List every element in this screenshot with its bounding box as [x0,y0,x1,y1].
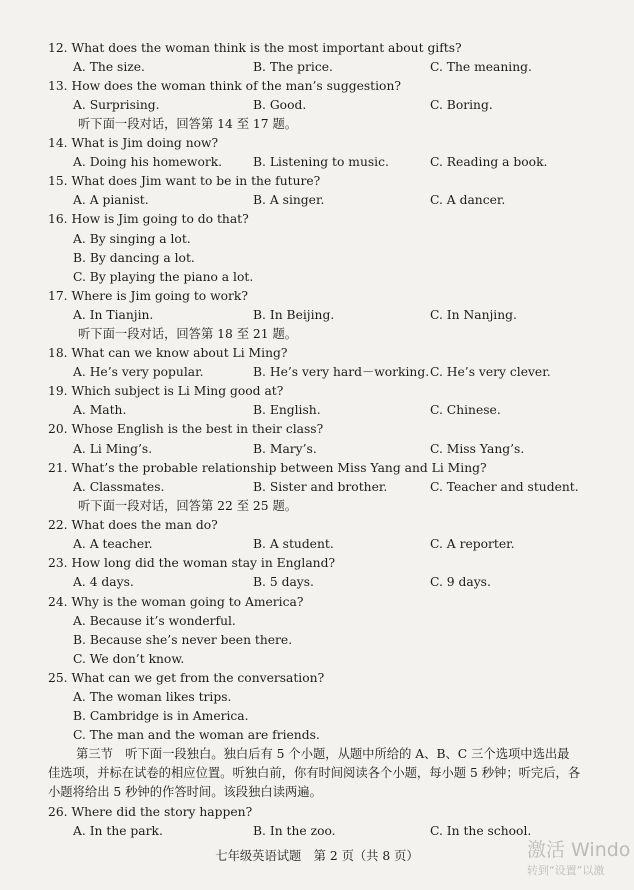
windows-activation-watermark-sub: 转到“设置”以激 [527,864,605,877]
section-3-line-1: 第三节 听下面一段独白。独白后有 5 个小题，从题中所给的 A、B、C 三个选项中选出最 [76,747,570,761]
option-c: C. He’s very clever. [430,365,551,379]
option-c: C. Teacher and student. [430,480,579,494]
option-b: B. Because she’s never been there. [73,633,293,647]
option-b: B. Mary’s. [253,442,317,456]
option-c: C. 9 days. [430,575,491,589]
question-16: 16. How is Jim going to do that? [48,212,249,226]
windows-activation-watermark: 激活 Windo [527,839,631,861]
section-instruction-14-17: 听下面一段对话，回答第 14 至 17 题。 [78,117,298,131]
option-b: B. Listening to music. [253,155,389,169]
question-13: 13. How does the woman think of the man’s suggestion? [48,79,401,93]
option-b: B. He’s very hard－working. [253,365,430,379]
option-c: C. Reading a book. [430,155,548,169]
option-b: B. Sister and brother. [253,480,388,494]
question-14: 14. What is Jim doing now? [48,136,219,150]
option-a: A. A teacher. [73,537,153,551]
option-b: B. In the zoo. [253,824,336,838]
option-c: C. Boring. [430,98,493,112]
section-instruction-22-25: 听下面一段对话，回答第 22 至 25 题。 [78,499,298,513]
question-20: 20. Whose English is the best in their class? [48,422,324,436]
option-c: C. By playing the piano a lot. [73,270,254,284]
option-a: A. Math. [73,403,127,417]
option-a: A. In the park. [73,824,163,838]
question-18: 18. What can we know about Li Ming? [48,346,288,360]
option-c: C. Miss Yang’s. [430,442,525,456]
option-c: C. A dancer. [430,193,506,207]
option-b: B. Good. [253,98,307,112]
question-19: 19. Which subject is Li Ming good at? [48,384,284,398]
option-a: A. A pianist. [73,193,149,207]
option-a: A. The woman likes trips. [73,690,232,704]
section-3-instructions [48,745,608,802]
option-c: C. The man and the woman are friends. [73,728,320,742]
option-a: A. Surprising. [73,98,160,112]
question-25: 25. What can we get from the conversation? [48,671,325,685]
option-c: C. In the school. [430,824,532,838]
option-b: B. By dancing a lot. [73,251,195,265]
option-c: C. We don’t know. [73,652,185,666]
option-a: A. By singing a lot. [73,232,191,246]
page-footer: 七年级英语试题 第 2 页（共 8 页） [215,849,419,863]
question-23: 23. How long did the woman stay in England? [48,556,336,570]
question-26: 26. Where did the story happen? [48,805,253,819]
option-a: A. Classmates. [73,480,165,494]
option-a: A. Li Ming’s. [73,442,153,456]
question-12: 12. What does the woman think is the most important about gifts? [48,41,462,55]
option-a: A. The size. [73,60,145,74]
option-c: C. A reporter. [430,537,515,551]
option-a: A. In Tianjin. [73,308,154,322]
option-b: B. The price. [253,60,333,74]
section-3-line-2: 佳选项，并标在试卷的相应位置。听独白前，你有时间阅读各个小题，每小题 5 秒钟；听完后，各 [48,766,581,780]
option-a: A. He’s very popular. [73,365,204,379]
question-24: 24. Why is the woman going to America? [48,595,304,609]
question-17: 17. Where is Jim going to work? [48,289,248,303]
option-b: B. A student. [253,537,334,551]
section-3-line-3: 小题将给出 5 秒钟的作答时间。该段独白读两遍。 [48,785,322,799]
question-22: 22. What does the man do? [48,518,218,532]
option-b: B. 5 days. [253,575,314,589]
section-instruction-18-21: 听下面一段对话，回答第 18 至 21 题。 [78,327,298,341]
option-c: C. Chinese. [430,403,501,417]
option-a: A. Doing his homework. [73,155,223,169]
option-b: B. Cambridge is in America. [73,709,249,723]
option-c: C. The meaning. [430,60,532,74]
option-a: A. Because it’s wonderful. [73,614,236,628]
option-b: B. In Beijing. [253,308,335,322]
option-b: B. A singer. [253,193,325,207]
question-15: 15. What does Jim want to be in the future? [48,174,321,188]
option-b: B. English. [253,403,321,417]
option-c: C. In Nanjing. [430,308,517,322]
question-21: 21. What’s the probable relationship between Miss Yang and Li Ming? [48,461,487,475]
option-a: A. 4 days. [73,575,134,589]
